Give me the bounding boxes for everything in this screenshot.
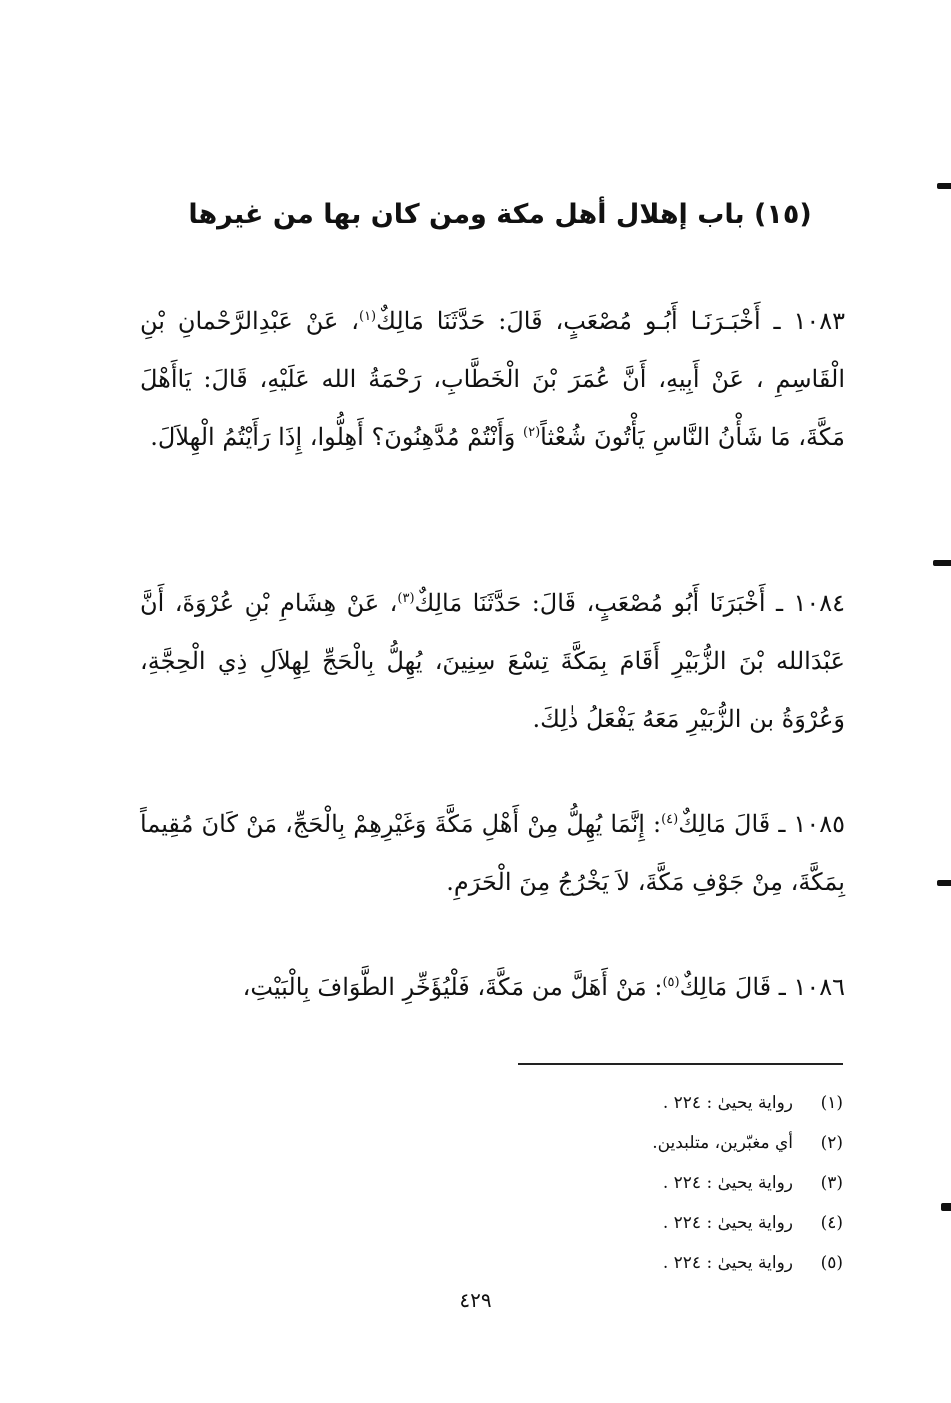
footnote-ref: (١) (358, 309, 377, 324)
footnote-item (400, 1123, 843, 1163)
footnote-number: (٢) (820, 1133, 843, 1153)
footnote-text: رواية يحيىٰ : ٢٢٤ . (662, 1253, 793, 1273)
footnote-item (400, 1083, 843, 1123)
footnote-text: أي مغبّرين، متلبدين. (652, 1133, 793, 1153)
footnote-ref: (٥) (662, 975, 680, 990)
footnote-ref: (٣) (397, 591, 415, 606)
footnote-text: رواية يحيىٰ : ٢٢٤ . (662, 1213, 793, 1233)
footnote-item (400, 1243, 843, 1283)
footnote-item (400, 1203, 843, 1243)
hadith-text: ١٠٨٦ ـ قَالَ مَالِكٌ (679, 973, 845, 1001)
footnote-number: (٥) (820, 1253, 843, 1273)
footnotes-list (400, 1083, 843, 1283)
scan-edge-mark (937, 880, 951, 886)
hadith-text: وَأَنْتُمْ مُدَّهِنُونَ؟ أَهِلُّوا، إِذَا رَأَيْتُمُ الْهِلاَلَ. (150, 423, 523, 451)
hadith-text: ١٠٨٤ ـ أَخْبَرَنَا أَبُو مُصْعَبٍ، قَالَ: حَدَّثَنَا مَالِكٌ (414, 589, 845, 617)
scan-edge-mark (937, 183, 951, 189)
page-number: ٤٢٩ (459, 1288, 492, 1312)
footnote-text: رواية يحيىٰ : ٢٢٤ . (662, 1173, 793, 1193)
hadith-1085 (140, 795, 845, 911)
footnote-ref: (٤) (661, 812, 679, 827)
hadith-1083 (140, 292, 845, 466)
footnote-text: رواية يحيىٰ : ٢٢٤ . (662, 1093, 793, 1113)
scan-edge-mark (933, 560, 951, 566)
footnote-item (400, 1163, 843, 1203)
hadith-text: : إِنَّمَا يُهِلُّ مِنْ أَهْلِ مَكَّةَ وَغَيْرِهِمْ بِالْحَجِّ، مَنْ كَانَ مُقِيماً بِمَكَّةَ، مِنْ جَوْفِ مَكَّةَ، لاَ يَخْرُجُ مِنَ الْحَرَمِ. (140, 810, 845, 896)
hadith-text: ، عَنْ عَبْدِالرَّحْمانِ بْنِ الْقَاسِمِ ، عَنْ أَبِيهِ، أَنَّ عُمَرَ بْنَ الْخَطَّابِ، رَحْمَةُ الله عَلَيْهِ، قَالَ: يَاأَهْلَ مَكَّةَ، مَا شَأْنُ النَّاسِ يَأْتُونَ شُعْثاً (140, 307, 845, 451)
hadith-text: ١٠٨٣ ـ أَخْبَـرَنَـا أَبُـو مُصْعَبٍ، قَالَ: حَدَّثَنَا مَالِكٌ (376, 307, 845, 335)
hadith-text: ١٠٨٥ ـ قَالَ مَالِكٌ (678, 810, 845, 838)
hadith-1084 (140, 574, 845, 748)
footnote-number: (٣) (820, 1173, 843, 1193)
footnote-separator (518, 1063, 843, 1065)
scan-edge-mark (941, 1203, 951, 1211)
hadith-1086 (140, 958, 845, 1016)
footnote-number: (١) (820, 1093, 843, 1113)
footnote-ref: (٢) (523, 425, 541, 440)
hadith-text: ، عَنْ هِشَامِ بْنِ عُرْوَةَ، أَنَّ عَبْدَالله بْنَ الزُّبَيْرِ أَقَامَ بِمَكَّةَ تِسْعَ سِنِينَ، يُهِلُّ بِالْحَجِّ لِهِلاَلِ ذِي الْحِجَّةِ، وَعُرْوَةُ بن الزُّبَيْرِ مَعَهُ يَفْعَلُ ذٰلِكَ. (140, 589, 845, 733)
chapter-title: (١٥) باب إهلال أهل مكة ومن كان بها من غيرها (188, 199, 812, 230)
footnote-number: (٤) (820, 1213, 843, 1233)
hadith-text: : مَنْ أَهَلَّ من مَكَّةَ، فَلْيُؤَخِّرِ الطَّوَافَ بِالْبَيْتِ، (242, 973, 663, 1001)
